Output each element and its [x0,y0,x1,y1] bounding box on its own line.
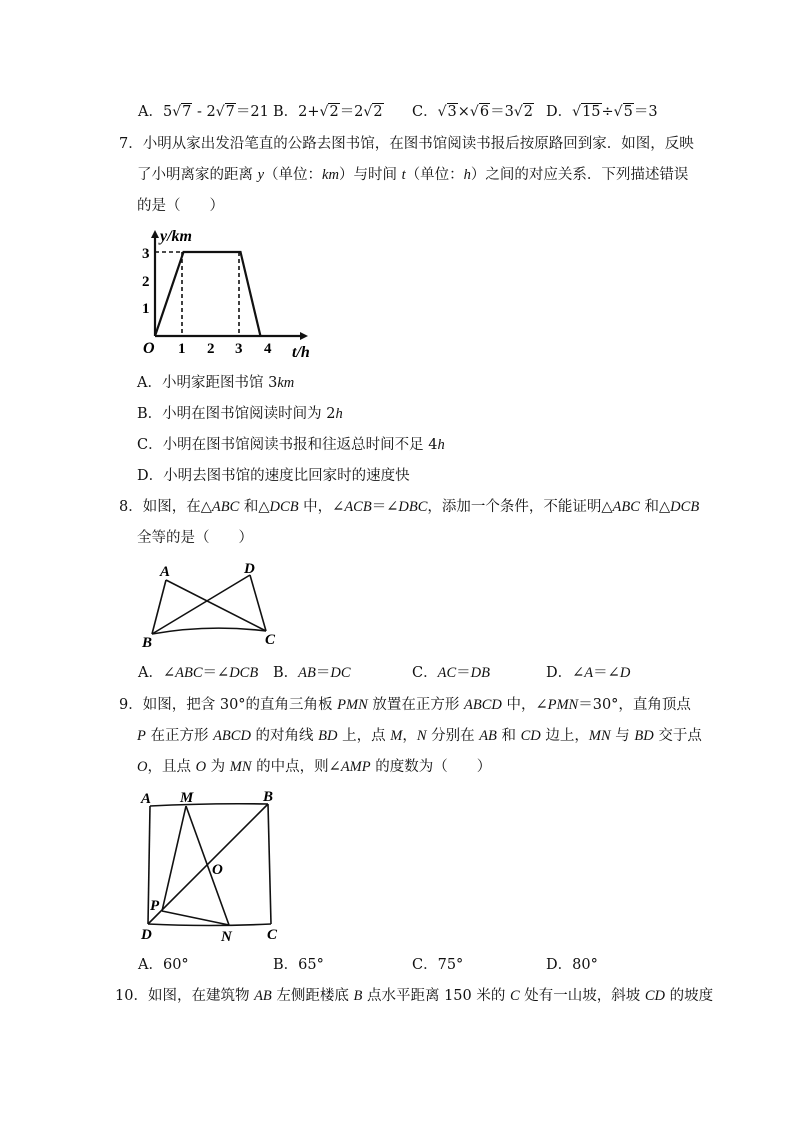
label-p: P [150,898,160,914]
x-tick-2: 2 [207,341,215,357]
label-a: A [160,564,171,580]
q7-distance-time-graph [140,226,330,360]
segment-ab [152,580,166,634]
sqrt-sign: √2 [363,104,383,120]
label-n: N [221,929,232,944]
q9-option-d: D．80° [546,957,598,973]
q8-option-d: D．∠A＝∠D [546,665,631,681]
segment-db [152,575,250,634]
x-axis-arrow [300,332,308,340]
q7-option-a: A．小明家距图书馆 3km [137,375,295,391]
segment-dc [250,575,266,631]
y-tick-1: 1 [142,301,150,317]
segment-pn [162,911,229,925]
sqrt-sign: √7 [172,104,192,120]
sqrt-sign: √15 [572,104,601,120]
segment-ac [166,580,266,631]
y-axis-label: y/km [160,228,192,245]
label-b: B [142,635,153,651]
q8-option-b: B．AB＝DC [273,665,351,681]
q8-option-a: A．∠ABC＝∠DCB [138,665,259,681]
q6-option-b: B．2+√2＝2√2 [273,104,383,120]
label-a: A [141,791,152,807]
q9-line-2: P 在正方形 ABCD 的对角线 BD 上，点 M，N 分别在 AB 和 CD 边上，MN 与 BD 交于点 [137,728,702,744]
label-d: D [244,561,255,577]
q7-line-1: 7．小明从家出发沿笔直的公路去图书馆，在图书馆阅读书报后按原路回到家．如图，反映 [119,136,694,152]
side-ab [150,804,268,806]
q9-option-a: A．60° [138,957,189,973]
side-bc [268,804,271,924]
sqrt-sign: √2 [513,104,533,120]
y-axis-arrow [151,230,159,238]
y-tick-2: 2 [142,274,150,290]
label-m: M [180,790,194,806]
q9-option-c: C．75° [412,957,464,973]
q8-triangles-figure [138,558,288,653]
q9-line-3: O，且点 O 为 MN 的中点，则∠AMP 的度数为（ ） [137,759,492,775]
q7-option-b: B．小明在图书馆阅读时间为 2h [137,406,343,422]
segment-bc [152,628,266,634]
label-b: B [263,789,274,805]
q8-line-2: 全等的是（ ） [137,530,253,546]
x-tick-4: 4 [264,341,272,357]
q7-option-c: C．小明在图书馆阅读书报和往返总时间不足 4h [137,437,445,453]
segment-pm [162,806,186,911]
x-tick-3: 3 [235,341,243,357]
q9-line-1: 9．如图，把含 30°的直角三角板 PMN 放置在正方形 ABCD 中，∠PMN＝30°，直角顶点 [119,697,691,713]
distance-line [155,252,260,336]
sqrt-sign: √6 [469,104,490,120]
diagonal-bd [148,804,268,924]
q6-option-c: C．√3×√6＝3√2 [412,104,533,120]
sqrt-sign: √7 [215,104,235,120]
label-c: C [265,632,276,648]
side-dc [148,924,271,926]
q7-line-2: 了小明离家的距离 y（单位：km）与时间 t（单位：h）之间的对应关系．下列描述错误 [137,167,689,183]
x-axis-label: t/h [292,344,310,360]
x-tick-1: 1 [178,341,186,357]
sqrt-sign: √3 [437,104,457,120]
q8-line-1: 8．如图，在△ABC 和△DCB 中，∠ACB＝∠DBC，添加一个条件，不能证明△ABC 和△DCB [119,499,700,515]
q8-option-c: C．AC＝DB [412,665,490,681]
q7-line-3: 的是（ ） [137,198,224,214]
q10-line-1: 10．如图，在建筑物 AB 左侧距楼底 B 点水平距离 150 米的 C 处有一山坡，斜坡 CD 的坡度 [115,988,714,1004]
q9-square-figure [138,786,288,944]
q6-option-a: A．5√7 - 2√7＝21 [138,104,269,120]
q7-option-d: D．小明去图书馆的速度比回家时的速度快 [137,468,410,484]
sqrt-sign: √5 [613,104,633,120]
label-o: O [212,862,223,878]
sqrt-sign: √2 [319,104,339,120]
origin-label: O [143,340,155,357]
label-c: C [267,927,278,943]
y-tick-3: 3 [142,246,150,262]
q9-option-b: B．65° [273,957,324,973]
label-d: D [141,927,152,943]
q6-option-d: D．√15÷√5＝3 [546,104,658,120]
